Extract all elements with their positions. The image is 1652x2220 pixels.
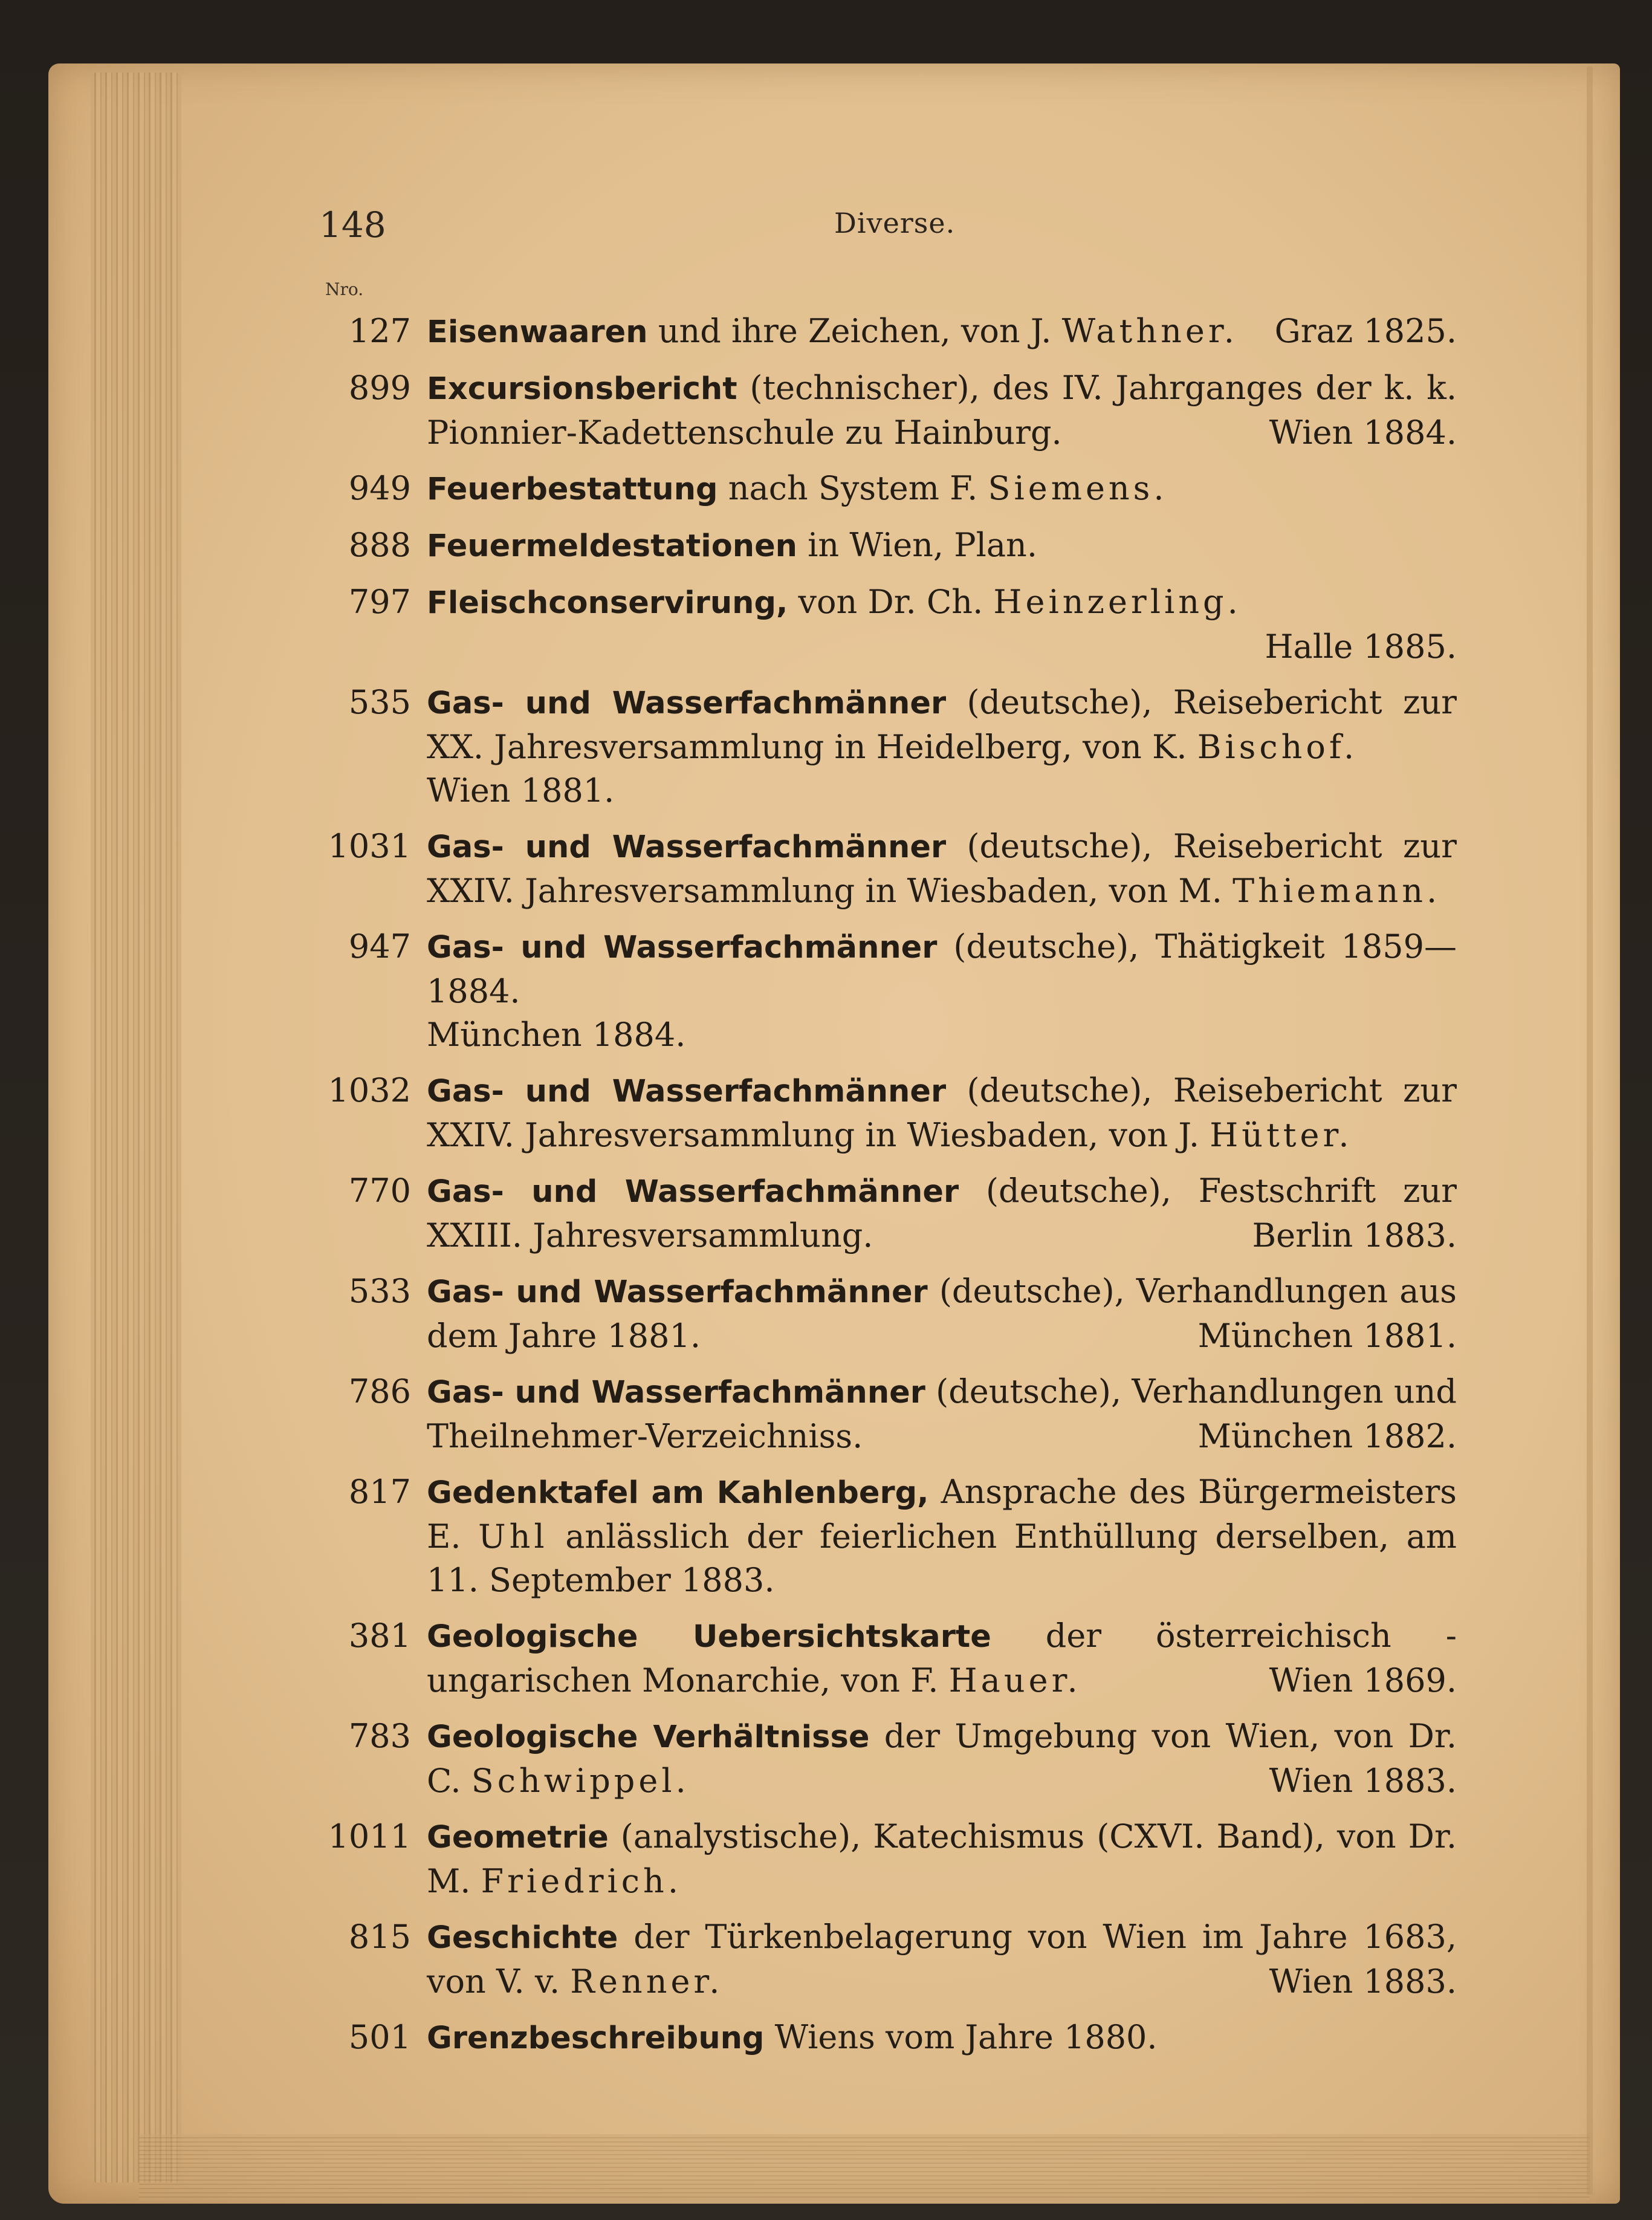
entry-body (427, 1470, 1457, 1602)
entry-body (427, 825, 1457, 913)
entry-number: 501 (348, 2018, 411, 2056)
entry-author: Heinzerling. (993, 583, 1242, 621)
entry-place-year: München 1881. (1197, 1317, 1457, 1355)
entry-number: 381 (348, 1617, 411, 1655)
entry-place-year: Halle 1885. (1265, 628, 1457, 666)
entry-number: 1031 (328, 827, 411, 865)
entry-number: 1032 (328, 1071, 411, 1109)
running-head: Diverse. (834, 207, 956, 239)
entry-heading: Eisenwaaren (427, 314, 648, 350)
catalogue-entry (314, 925, 1457, 1057)
entry-heading: Grenzbeschreibung (427, 2020, 765, 2056)
entry-place-year: Wien 1881. (427, 771, 615, 810)
entry-author: Thiemann. (1233, 872, 1441, 910)
catalogue-entry (314, 366, 1457, 455)
entry-body (427, 1915, 1457, 2004)
entry-body (427, 310, 1457, 354)
entry-text: (deutsche), Thätigkeit 1859—1884. (427, 927, 1457, 1010)
entry-text: (deutsche), Reisebericht zur XXIV. Jahresversammlung in Wiesbaden, von J. (427, 1071, 1457, 1154)
entry-number: 899 (348, 369, 411, 407)
entry-heading: Gas- und Wasserfachmänner (427, 1274, 928, 1310)
entry-text: nach System F. (728, 469, 978, 507)
entry-text: (deutsche), Verhandlungen aus dem Jahre 1881. (427, 1272, 1457, 1355)
entry-author: Siemens. (988, 469, 1168, 507)
entry-text: (deutsche), Verhandlungen und Theilnehmer-Verzeichniss. (427, 1372, 1457, 1455)
entry-heading: Gas- und Wasserfachmänner (427, 829, 947, 865)
entry-author: Bischof. (1197, 728, 1358, 766)
entry-number: 783 (348, 1717, 411, 1755)
entry-heading: Geologische Uebersichtskarte (427, 1619, 991, 1655)
entry-body (427, 2016, 1457, 2060)
entry-text: in Wien, Plan. (808, 526, 1038, 564)
catalogue-entry (314, 1915, 1457, 2004)
entry-place-year: Wien 1884. (1269, 414, 1457, 452)
catalogue-entry (314, 467, 1457, 511)
entry-heading: Gas- und Wasserfachmänner (427, 1174, 959, 1210)
entry-author: Renner. (570, 1962, 724, 2001)
entry-body (427, 1169, 1457, 1258)
entry-heading: Feuermeldestationen (427, 528, 797, 564)
catalogue-entry (314, 681, 1457, 813)
entry-number: 770 (348, 1172, 411, 1210)
entry-heading: Gas- und Wasserfachmänner (427, 686, 947, 721)
gutter-edge (1587, 67, 1593, 2195)
entry-heading: Geschichte (427, 1920, 618, 1956)
catalogue-entry (314, 1815, 1457, 1903)
entry-number: 797 (348, 583, 411, 621)
entry-body (427, 1270, 1457, 1358)
catalogue-entry (314, 1370, 1457, 1458)
entry-place-year: Graz 1825. (1274, 312, 1457, 350)
entry-body (427, 580, 1457, 669)
entry-place-year: München 1882. (1197, 1417, 1457, 1455)
entry-body (427, 1815, 1457, 1903)
entry-author: Schwippel. (471, 1762, 690, 1800)
entry-place-year: München 1884. (427, 1016, 686, 1054)
entry-author: Friedrich. (481, 1862, 682, 1900)
entry-body (427, 524, 1457, 568)
entry-body (427, 1614, 1457, 1702)
column-label: Nro. (325, 279, 364, 299)
entry-number: 888 (348, 526, 411, 564)
entry-text: (analystische), Katechismus (CXVI. Band), von Dr. M. (427, 1817, 1457, 1900)
entry-number: 817 (348, 1473, 411, 1511)
entry-heading: Gas- und Wasserfachmänner (427, 1375, 925, 1410)
entry-heading: Gas- und Wasserfachmänner (427, 930, 938, 966)
entry-heading: Gas- und Wasserfachmänner (427, 1074, 947, 1109)
entry-body (427, 467, 1457, 511)
page-edges (91, 73, 181, 2183)
entry-place-year: Wien 1869. (1269, 1661, 1457, 1699)
catalogue-entry (314, 1069, 1457, 1157)
entry-heading: Geometrie (427, 1820, 609, 1855)
catalogue-entry (314, 1715, 1457, 1803)
catalogue-entries (314, 310, 1457, 2072)
entry-text: der Umgebung von Wien, von Dr. C. (427, 1717, 1457, 1800)
entry-heading: Fleischconservirung, (427, 585, 788, 621)
entry-place-year: Wien 1883. (1269, 1962, 1457, 2001)
entry-number: 815 (348, 1918, 411, 1956)
catalogue-entry (314, 2016, 1457, 2060)
entry-number: 947 (348, 927, 411, 966)
entry-text: (deutsche), Reisebericht zur XXIV. Jahresversammlung in Wiesbaden, von M. (427, 827, 1457, 910)
entry-body (427, 681, 1457, 813)
catalogue-entry (314, 1470, 1457, 1602)
entry-number: 535 (348, 683, 411, 721)
entry-body (427, 1370, 1457, 1458)
entry-number: 1011 (328, 1817, 411, 1855)
catalogue-entry (314, 1614, 1457, 1702)
entry-heading: Feuerbestattung (427, 472, 718, 507)
entry-number: 533 (348, 1272, 411, 1310)
catalogue-entry (314, 310, 1457, 354)
entry-text: der Türkenbelagerung von Wien im Jahre 1683, von V. v. (427, 1918, 1457, 2001)
catalogue-entry (314, 1169, 1457, 1258)
entry-number: 127 (348, 312, 411, 350)
entry-text: (technischer), des IV. Jahrganges der k. k. Pionnier-Kadettenschule zu Hainburg. (427, 369, 1457, 452)
entry-text: Ansprache des Bürgermeisters E. (427, 1473, 1457, 1556)
entry-number: 786 (348, 1372, 411, 1410)
entry-number: 949 (348, 469, 411, 507)
entry-text: der österreichisch - ungarischen Monarchie, von F. (427, 1617, 1457, 1699)
entry-body (427, 1715, 1457, 1803)
catalogue-entry (314, 1270, 1457, 1358)
entry-heading: Geologische Verhältnisse (427, 1719, 870, 1755)
entry-author: Wathner. (1061, 312, 1238, 350)
catalogue-entry (314, 580, 1457, 669)
entry-heading: Excursionsbericht (427, 371, 737, 407)
entry-text: und ihre Zeichen, von J. (658, 312, 1052, 350)
entry-author: Hütter. (1210, 1116, 1353, 1154)
entry-place-year: Wien 1883. (1269, 1762, 1457, 1800)
entry-body (427, 366, 1457, 455)
entry-body (427, 925, 1457, 1057)
page-bottom-edges (139, 2134, 1590, 2201)
entry-text: (deutsche), Festschrift zur XXIII. Jahresversammlung. (427, 1172, 1457, 1254)
catalogue-entry (314, 825, 1457, 913)
catalogue-entry (314, 524, 1457, 568)
entry-author: Uhl (478, 1517, 548, 1556)
page-number: 148 (319, 204, 386, 245)
entry-text: Wiens vom Jahre 1880. (774, 2018, 1158, 2056)
entry-text: (deutsche), Reisebericht zur XX. Jahresversammlung in Heidelberg, von K. (427, 683, 1457, 766)
entry-heading: Gedenktafel am Kahlenberg, (427, 1475, 929, 1511)
entry-body (427, 1069, 1457, 1157)
entry-author: Hauer. (948, 1661, 1081, 1699)
entry-text: von Dr. Ch. (798, 583, 983, 621)
entry-text-continued: anlässlich der feierlichen Enthüllung derselben, am 11. September 1883. (427, 1517, 1457, 1599)
entry-place-year: Berlin 1883. (1252, 1216, 1457, 1254)
